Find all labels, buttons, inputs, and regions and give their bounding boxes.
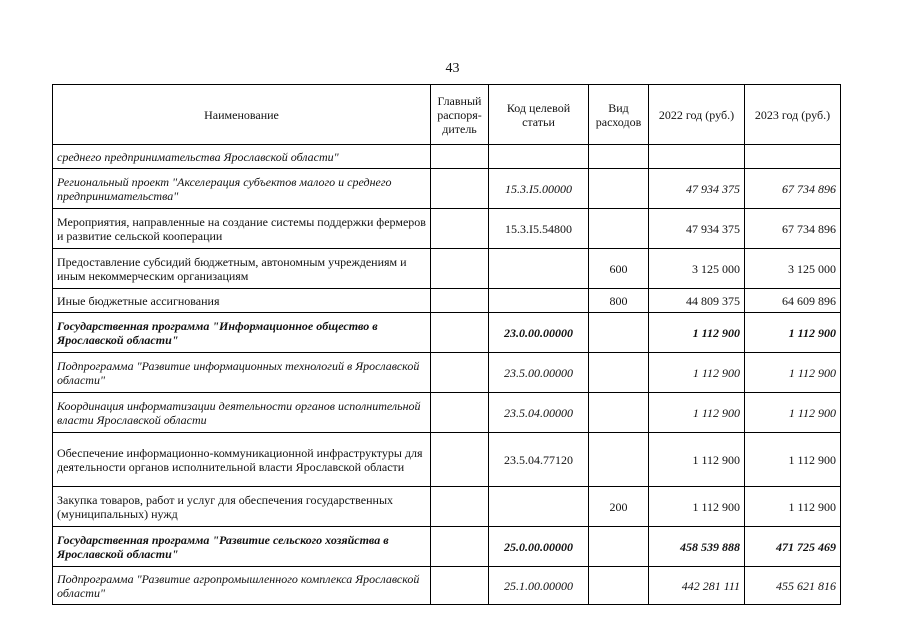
row-code-cell: 25.0.00.00000 (489, 527, 589, 567)
row-2022-cell: 1 112 900 (649, 353, 745, 393)
table-body (53, 145, 841, 605)
row-2023-cell (745, 145, 841, 169)
row-name-cell: Иные бюджетные ассигнования (53, 289, 431, 313)
table-row (53, 209, 841, 249)
row-admin-cell (431, 289, 489, 313)
row-admin-cell (431, 353, 489, 393)
header-row (53, 85, 841, 145)
row-code-cell: 23.5.04.77120 (489, 433, 589, 487)
row-2023-cell: 64 609 896 (745, 289, 841, 313)
row-code-cell: 15.3.I5.00000 (489, 169, 589, 209)
row-2022-cell: 458 539 888 (649, 527, 745, 567)
table-row (53, 145, 841, 169)
row-code-cell (489, 249, 589, 289)
header-code: Код целевой статьи (489, 85, 589, 145)
row-kind-cell (589, 527, 649, 567)
table-row (53, 527, 841, 567)
row-kind-cell (589, 393, 649, 433)
header-admin: Главный распоря-дитель (431, 85, 489, 145)
row-name-cell: Подпрограмма "Развитие агропромышленного комплекса Ярославской области" (53, 567, 431, 605)
row-kind-cell: 200 (589, 487, 649, 527)
row-admin-cell (431, 393, 489, 433)
row-code-cell (489, 487, 589, 527)
row-name-cell: Государственная программа "Развитие сельского хозяйства в Ярославской области" (53, 527, 431, 567)
row-2023-cell: 67 734 896 (745, 209, 841, 249)
header-name: Наименование (53, 85, 431, 145)
header-kind: Вид расходов (589, 85, 649, 145)
row-name-cell: Закупка товаров, работ и услуг для обеспечения государственных (муниципальных) нужд (53, 487, 431, 527)
row-name-cell: Координация информатизации деятельности органов исполнительной власти Ярославской области (53, 393, 431, 433)
row-name-cell: Подпрограмма "Развитие информационных технологий в Ярославской области" (53, 353, 431, 393)
row-2023-cell: 1 112 900 (745, 393, 841, 433)
table-row (53, 249, 841, 289)
row-2022-cell (649, 145, 745, 169)
row-admin-cell (431, 313, 489, 353)
row-code-cell: 23.5.04.00000 (489, 393, 589, 433)
row-admin-cell (431, 209, 489, 249)
row-admin-cell (431, 433, 489, 487)
table-row (53, 169, 841, 209)
budget-table (52, 84, 841, 605)
row-kind-cell (589, 209, 649, 249)
row-code-cell (489, 145, 589, 169)
row-2022-cell: 1 112 900 (649, 393, 745, 433)
row-2022-cell: 1 112 900 (649, 487, 745, 527)
row-admin-cell (431, 169, 489, 209)
row-2023-cell: 1 112 900 (745, 487, 841, 527)
row-2022-cell: 47 934 375 (649, 169, 745, 209)
row-kind-cell: 600 (589, 249, 649, 289)
row-admin-cell (431, 487, 489, 527)
table-row (53, 353, 841, 393)
page-number: 43 (445, 61, 460, 76)
row-kind-cell: 800 (589, 289, 649, 313)
row-name-cell: Обеспечение информационно-коммуникационной инфраструктуры для деятельности органов исполнительной власти Ярославской области (53, 433, 431, 487)
row-2022-cell: 44 809 375 (649, 289, 745, 313)
row-name-cell: Предоставление субсидий бюджетным, автономным учреждениям и иным некоммерческим организациям (53, 249, 431, 289)
row-2023-cell: 67 734 896 (745, 169, 841, 209)
row-name-cell: Мероприятия, направленные на создание системы поддержки фермеров и развитие сельской кооперации (53, 209, 431, 249)
row-name-cell: среднего предпринимательства Ярославской области" (53, 145, 431, 169)
table-row (53, 289, 841, 313)
row-2022-cell: 3 125 000 (649, 249, 745, 289)
row-2023-cell: 1 112 900 (745, 313, 841, 353)
row-2023-cell: 471 725 469 (745, 527, 841, 567)
table-row (53, 487, 841, 527)
table-row (53, 567, 841, 605)
row-code-cell: 15.3.I5.54800 (489, 209, 589, 249)
row-2022-cell: 1 112 900 (649, 433, 745, 487)
row-kind-cell (589, 145, 649, 169)
row-name-cell: Региональный проект "Акселерация субъектов малого и среднего предпринимательства" (53, 169, 431, 209)
table-row (53, 433, 841, 487)
row-admin-cell (431, 249, 489, 289)
row-admin-cell (431, 567, 489, 605)
row-code-cell: 23.5.00.00000 (489, 353, 589, 393)
row-2022-cell: 1 112 900 (649, 313, 745, 353)
row-kind-cell (589, 313, 649, 353)
table-row (53, 393, 841, 433)
row-2023-cell: 1 112 900 (745, 433, 841, 487)
header-2023: 2023 год (руб.) (745, 85, 841, 145)
row-2023-cell: 1 112 900 (745, 353, 841, 393)
row-2023-cell: 3 125 000 (745, 249, 841, 289)
row-2023-cell: 455 621 816 (745, 567, 841, 605)
table-row (53, 313, 841, 353)
row-code-cell: 25.1.00.00000 (489, 567, 589, 605)
row-kind-cell (589, 353, 649, 393)
row-kind-cell (589, 433, 649, 487)
row-2022-cell: 47 934 375 (649, 209, 745, 249)
row-name-cell: Государственная программа "Информационное общество в Ярославской области" (53, 313, 431, 353)
row-code-cell (489, 289, 589, 313)
row-admin-cell (431, 145, 489, 169)
row-kind-cell (589, 169, 649, 209)
header-2022: 2022 год (руб.) (649, 85, 745, 145)
row-kind-cell (589, 567, 649, 605)
row-admin-cell (431, 527, 489, 567)
row-2022-cell: 442 281 111 (649, 567, 745, 605)
row-code-cell: 23.0.00.00000 (489, 313, 589, 353)
